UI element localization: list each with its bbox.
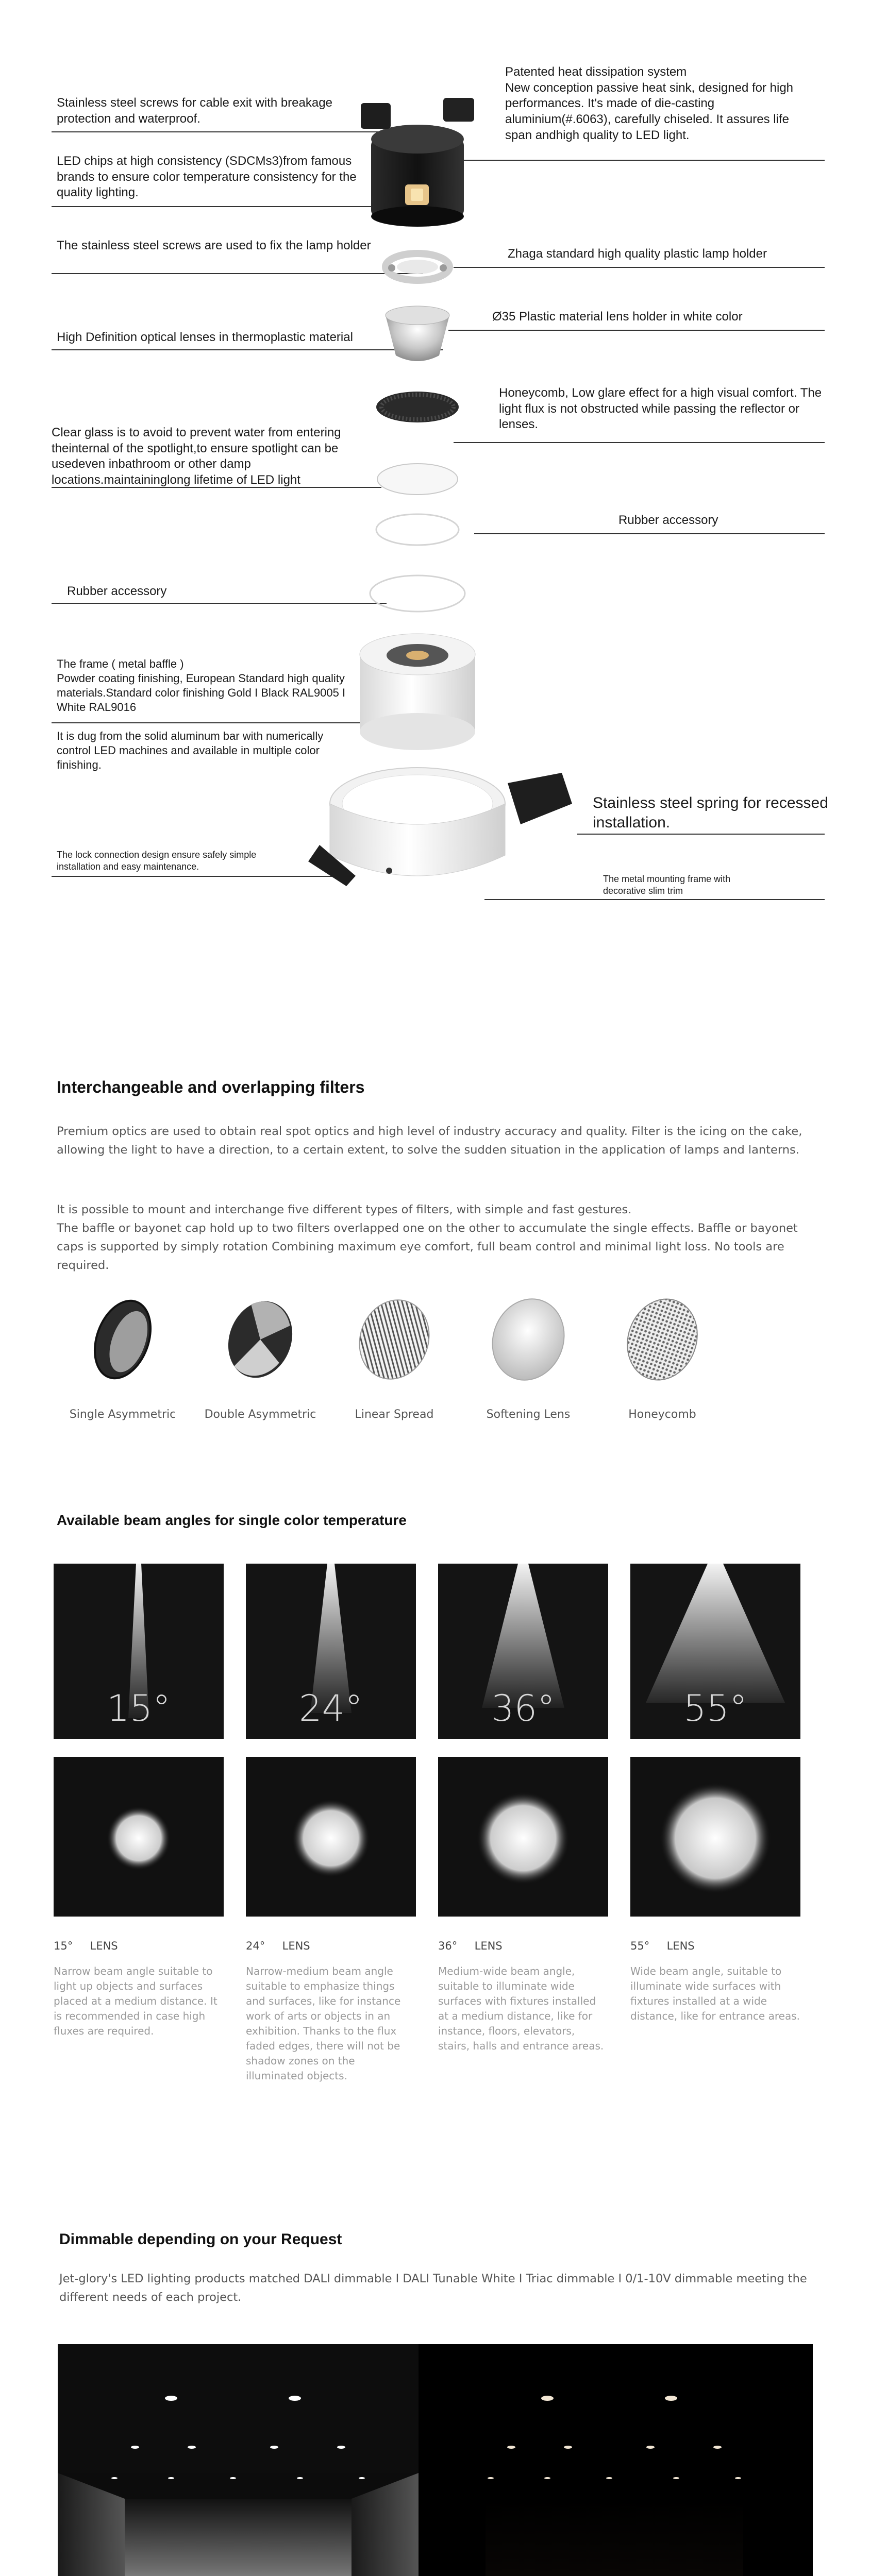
lens-angle: 55° — [630, 1940, 650, 1952]
callout-frame: The frame ( metal baffle ) Powder coating finishing, European Standard high quality materials.Standard color finishing Gold I Black RAL9005 I White RAL9016 — [57, 657, 346, 714]
filter-label: Linear Spread — [355, 1408, 434, 1421]
optical-lens — [386, 306, 449, 361]
callout-holder-35: Ø35 Plastic material lens holder in white color — [492, 310, 743, 324]
callout-screws-cable: Stainless steel screws for cable exit with breakage protection and waterproof. — [57, 96, 332, 126]
dimmable-paragraph: Jet-glory's LED lighting products matched DALI dimmable I DALI Tunable White I Triac dimmable I 0/1-10V dimmable meeting the different needs of each project. — [59, 2272, 807, 2304]
lens-title-15 — [54, 1940, 118, 1952]
honeycomb-filter-icon — [616, 1289, 709, 1389]
lens-angle: 15° — [54, 1940, 73, 1952]
room-dimmed — [419, 2344, 813, 2576]
rubber-ring — [376, 514, 459, 545]
beam-panel-15 — [54, 1564, 224, 1739]
lens-label: LENS — [474, 1940, 503, 1952]
callout-screws-holder: The stainless steel screws are used to fix the lamp holder — [57, 239, 371, 252]
spot-panel-55 — [630, 1757, 800, 1917]
lens-title-36 — [438, 1940, 503, 1952]
lamp-holder — [386, 253, 449, 280]
callout-mounting: The metal mounting frame with decorative slim trim — [603, 874, 731, 896]
light-spot — [438, 1757, 608, 1917]
filter-label: Honeycomb — [628, 1408, 696, 1421]
spot-panel-24 — [246, 1757, 416, 1917]
rubber-ring — [370, 575, 465, 612]
filters-title: Interchangeable and overlapping filters — [57, 1078, 365, 1096]
softening-lens-icon — [481, 1289, 576, 1391]
beam-angle-value: 24° — [298, 1687, 363, 1730]
callout-rubber-right: Rubber accessory — [618, 513, 718, 527]
light-spot — [630, 1757, 800, 1917]
lens-angle: 24° — [246, 1940, 265, 1952]
filters-paragraph-1: Premium optics are used to obtain real spot optics and high level of industry accuracy and quality. Filter is the icing on the cake, allowing the light to have a direction, to a certain extent, to solve the sudden situation in the application of lamps and lanterns. — [57, 1125, 802, 1157]
linear-spread-filter-icon — [348, 1290, 440, 1389]
beam-angle-value: 15° — [106, 1687, 171, 1730]
lens-description: Narrow beam angle suitable to light up objects and surfaces placed at a medium distance. It is recommended in case high fluxes are required. — [54, 1965, 217, 2037]
beam-panel-24 — [246, 1564, 416, 1739]
lens-angle: 36° — [438, 1940, 458, 1952]
single-asymmetric-filter-icon — [85, 1293, 160, 1386]
clear-glass — [377, 464, 458, 495]
beams-title: Available beam angles for single color temperature — [57, 1512, 407, 1528]
frame-baffle — [360, 634, 475, 750]
lens-description: Wide beam angle, suitable to illuminate wide surfaces with fixtures installed at a wide distance, like for entrance areas. — [630, 1965, 800, 2022]
lens-label: LENS — [666, 1940, 695, 1952]
callout-dug: It is dug from the solid aluminum bar with numerically control LED machines and available in multiple color finishing. — [57, 730, 324, 772]
callout-rubber-left: Rubber accessory — [67, 584, 167, 598]
lens-label: LENS — [282, 1940, 310, 1952]
exploded-product-illustration — [0, 0, 870, 927]
beam-angle-value: 36° — [491, 1687, 556, 1730]
beam-panel-36 — [438, 1564, 608, 1739]
filter-label: Single Asymmetric — [69, 1408, 176, 1421]
beam-angle-value: 55° — [683, 1687, 748, 1730]
callout-lock: The lock connection design ensure safely simple installation and easy maintenance. — [57, 850, 257, 872]
heat-sink — [361, 98, 474, 227]
filter-label: Softening Lens — [486, 1408, 571, 1421]
beam-panel-55 — [630, 1564, 800, 1739]
dimming-room-comparison — [58, 2344, 813, 2576]
lens-description: Medium-wide beam angle, suitable to illuminate wide surfaces with fixtures installed at a medium distance, like for instance, floors, elevators, stairs, halls and entrance areas. — [438, 1965, 604, 2052]
callout-zhaga: Zhaga standard high quality plastic lamp holder — [508, 247, 767, 261]
mounting-frame — [308, 768, 572, 886]
light-spot — [246, 1757, 416, 1917]
honeycomb-disc — [376, 392, 459, 422]
callout-honeycomb: Honeycomb, Low glare effect for a high visual comfort. The light flux is not obstructed while passing the reflector or lenses. — [499, 386, 822, 432]
filters-paragraph-2: It is possible to mount and interchange five different types of filters, with simple and fast gestures. The baffle or bayonet cap hold up to two filters overlapped one on the other to accumulate the single effects. Baffle or bayonet caps is supported by simply rotation Combining maximum eye comfort, full beam control and minimal light loss. No tools are required. — [57, 1203, 798, 1272]
callout-lenses: High Definition optical lenses in thermoplastic material — [57, 330, 353, 344]
lens-title-24 — [246, 1940, 310, 1952]
callout-clear-glass: Clear glass is to avoid to prevent water from entering theinternal of the spotlight,to ensure spotlight can be usedeven inbathroom or other damp locations.maintaininglong lifetime of LED light — [52, 426, 341, 487]
filters-icon-row — [0, 1288, 870, 1412]
dimmable-title: Dimmable depending on your Request — [59, 2231, 342, 2248]
filter-label: Double Asymmetric — [204, 1408, 316, 1421]
callout-spring: Stainless steel spring for recessed installation. — [593, 794, 828, 832]
lens-label: LENS — [90, 1940, 118, 1952]
lens-description: Narrow-medium beam angle suitable to emphasize things and surfaces, like for instance work of arts or objects in an exhibition. Thanks to the flux faded edges, there will not be shadow zones on the illuminated objects. — [246, 1965, 401, 2082]
light-spot — [54, 1757, 224, 1917]
room-full-brightness — [58, 2344, 419, 2576]
double-asymmetric-filter-icon — [218, 1292, 303, 1387]
spot-panel-36 — [438, 1757, 608, 1917]
spot-panel-15 — [54, 1757, 224, 1917]
callout-heat-sink: Patented heat dissipation system New conception passive heat sink, designed for high performances. It's made of die-casting aluminium(#.6063), carefully chiseled. It assures life span andhigh quality to LED light. — [505, 65, 794, 142]
lens-title-55 — [630, 1940, 695, 1952]
callout-led-chips: LED chips at high consistency (SDCMs3)from famous brands to ensure color temperature consistency for the quality lighting. — [57, 154, 357, 200]
